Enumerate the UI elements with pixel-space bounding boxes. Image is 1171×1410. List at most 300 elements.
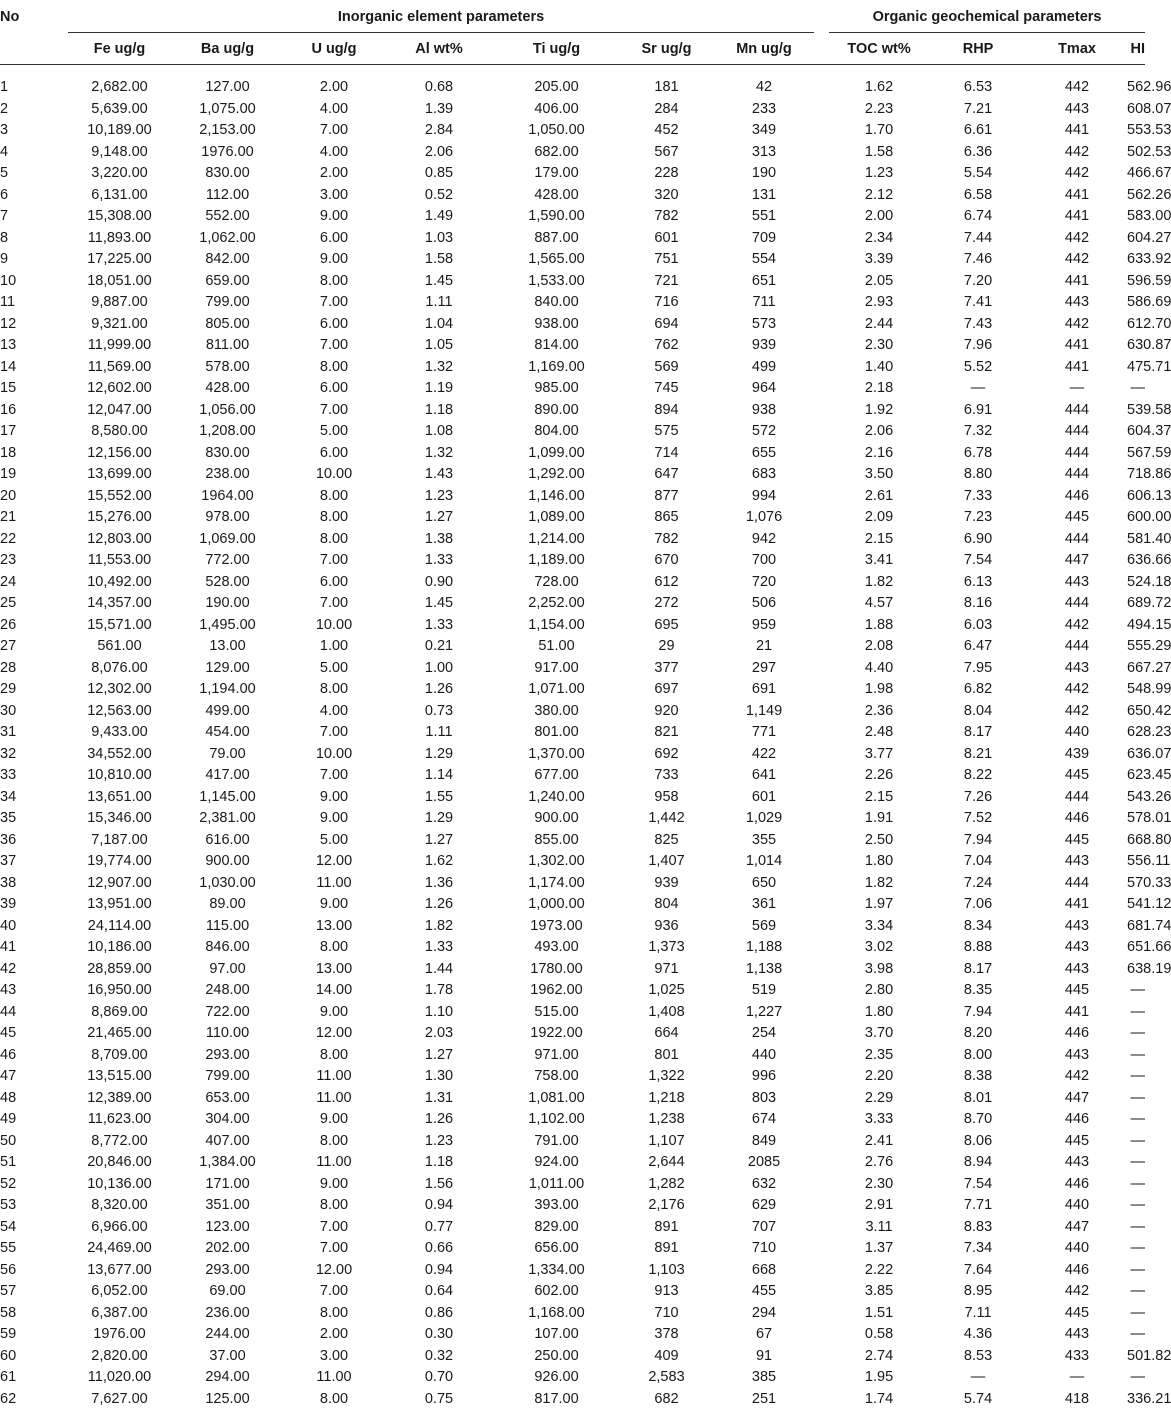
cell-fe: 11,623.00: [68, 1109, 171, 1131]
cell-al: 1.58: [384, 249, 494, 271]
cell-ba: 417.00: [171, 765, 284, 787]
cell-ti: 1,240.00: [494, 787, 619, 809]
cell-ti: 380.00: [494, 701, 619, 723]
cell-rhp: 6.47: [929, 636, 1027, 658]
cell-no: 34: [0, 787, 68, 809]
cell-mn: 506: [714, 593, 814, 615]
table-row: [0, 787, 1145, 809]
cell-al: 1.11: [384, 292, 494, 314]
cell-hi: 543.26: [1127, 787, 1145, 809]
cell-hi: —: [1127, 1066, 1145, 1088]
cell-u: 7.00: [284, 1238, 384, 1260]
table-row: [0, 400, 1145, 422]
cell-al: 1.39: [384, 99, 494, 121]
cell-sr: 971: [619, 959, 714, 981]
cell-hi: 668.80: [1127, 830, 1145, 852]
inorganic-group-header: [68, 0, 814, 33]
cell-fe: 12,907.00: [68, 873, 171, 895]
cell-rhp: 8.95: [929, 1281, 1027, 1303]
cell-mn: 190: [714, 163, 814, 185]
table-row: [0, 701, 1145, 723]
cell-no: 20: [0, 486, 68, 508]
cell-mn: 440: [714, 1045, 814, 1067]
cell-u: 8.00: [284, 507, 384, 529]
cell-tmax: 441: [1027, 206, 1127, 228]
cell-fe: 5,639.00: [68, 99, 171, 121]
cell-toc: 2.30: [829, 335, 929, 357]
cell-tmax: 442: [1027, 1066, 1127, 1088]
cell-hi: —: [1127, 1367, 1145, 1389]
cell-mn: 91: [714, 1346, 814, 1368]
cell-ti: 1,174.00: [494, 873, 619, 895]
cell-sr: 695: [619, 615, 714, 637]
cell-tmax: 443: [1027, 937, 1127, 959]
table-row: [0, 1389, 1145, 1410]
cell-tmax: 445: [1027, 507, 1127, 529]
cell-al: 0.32: [384, 1346, 494, 1368]
cell-hi: 689.72: [1127, 593, 1145, 615]
cell-u: 11.00: [284, 1088, 384, 1110]
cell-no: 16: [0, 400, 68, 422]
cell-mn: 771: [714, 722, 814, 744]
col-header-sr: Sr ug/g: [619, 33, 714, 64]
cell-al: 1.33: [384, 937, 494, 959]
cell-fe: 18,051.00: [68, 271, 171, 293]
cell-fe: 12,602.00: [68, 378, 171, 400]
cell-ti: 1,292.00: [494, 464, 619, 486]
cell-mn: 803: [714, 1088, 814, 1110]
table-row: [0, 744, 1145, 766]
cell-u: 11.00: [284, 873, 384, 895]
cell-mn: 2085: [714, 1152, 814, 1174]
table-row: [0, 937, 1145, 959]
cell-rhp: 6.82: [929, 679, 1027, 701]
cell-sr: 920: [619, 701, 714, 723]
table-row: [0, 1217, 1145, 1239]
cell-u: 10.00: [284, 615, 384, 637]
cell-tmax: 447: [1027, 1088, 1127, 1110]
cell-fe: 16,950.00: [68, 980, 171, 1002]
cell-hi: —: [1127, 1303, 1145, 1325]
cell-sr: 745: [619, 378, 714, 400]
cell-sr: 694: [619, 314, 714, 336]
cell-mn: 959: [714, 615, 814, 637]
cell-sr: 1,442: [619, 808, 714, 830]
cell-u: 7.00: [284, 292, 384, 314]
cell-ba: 830.00: [171, 163, 284, 185]
cell-rhp: 8.06: [929, 1131, 1027, 1153]
cell-tmax: 441: [1027, 1002, 1127, 1024]
cell-ti: 2,252.00: [494, 593, 619, 615]
cell-u: 6.00: [284, 314, 384, 336]
table-row: [0, 443, 1145, 465]
cell-sr: 801: [619, 1045, 714, 1067]
cell-fe: 10,136.00: [68, 1174, 171, 1196]
cell-tmax: 446: [1027, 1174, 1127, 1196]
cell-no: 9: [0, 249, 68, 271]
cell-sr: 762: [619, 335, 714, 357]
table-row: [0, 1238, 1145, 1260]
cell-tmax: 443: [1027, 959, 1127, 981]
cell-sr: 2,176: [619, 1195, 714, 1217]
cell-toc: 3.50: [829, 464, 929, 486]
cell-sr: 682: [619, 1389, 714, 1410]
cell-tmax: 443: [1027, 916, 1127, 938]
cell-ba: 238.00: [171, 464, 284, 486]
cell-sr: 710: [619, 1303, 714, 1325]
cell-toc: 1.88: [829, 615, 929, 637]
cell-toc: 1.91: [829, 808, 929, 830]
table-row: [0, 1002, 1145, 1024]
cell-fe: 13,677.00: [68, 1260, 171, 1282]
cell-fe: 21,465.00: [68, 1023, 171, 1045]
cell-ti: 1,302.00: [494, 851, 619, 873]
cell-fe: 13,699.00: [68, 464, 171, 486]
table-row: [0, 980, 1145, 1002]
cell-u: 8.00: [284, 1131, 384, 1153]
col-header-ti: Ti ug/g: [494, 33, 619, 64]
cell-no: 13: [0, 335, 68, 357]
cell-mn: 21: [714, 636, 814, 658]
cell-toc: 2.50: [829, 830, 929, 852]
cell-mn: 720: [714, 572, 814, 594]
table-body: [0, 77, 1145, 1410]
cell-al: 1.27: [384, 1045, 494, 1067]
cell-al: 1.44: [384, 959, 494, 981]
cell-toc: 2.15: [829, 529, 929, 551]
cell-tmax: 446: [1027, 486, 1127, 508]
cell-rhp: 7.64: [929, 1260, 1027, 1282]
cell-fe: 13,651.00: [68, 787, 171, 809]
cell-rhp: 7.71: [929, 1195, 1027, 1217]
cell-tmax: 444: [1027, 421, 1127, 443]
cell-sr: 958: [619, 787, 714, 809]
cell-al: 1.18: [384, 1152, 494, 1174]
cell-rhp: 7.95: [929, 658, 1027, 680]
cell-al: 1.18: [384, 400, 494, 422]
cell-no: 41: [0, 937, 68, 959]
cell-ti: 814.00: [494, 335, 619, 357]
cell-hi: 501.82: [1127, 1346, 1145, 1368]
cell-sr: 751: [619, 249, 714, 271]
cell-no: 26: [0, 615, 68, 637]
cell-ba: 202.00: [171, 1238, 284, 1260]
cell-no: 43: [0, 980, 68, 1002]
cell-ti: 924.00: [494, 1152, 619, 1174]
cell-ti: 1,565.00: [494, 249, 619, 271]
cell-ti: 829.00: [494, 1217, 619, 1239]
cell-no: 18: [0, 443, 68, 465]
cell-al: 0.70: [384, 1367, 494, 1389]
cell-tmax: 446: [1027, 1109, 1127, 1131]
cell-rhp: 7.46: [929, 249, 1027, 271]
cell-mn: 554: [714, 249, 814, 271]
cell-tmax: 443: [1027, 658, 1127, 680]
cell-hi: 630.87: [1127, 335, 1145, 357]
cell-toc: 3.85: [829, 1281, 929, 1303]
cell-ti: 728.00: [494, 572, 619, 594]
cell-ti: 890.00: [494, 400, 619, 422]
cell-hi: —: [1127, 1217, 1145, 1239]
cell-tmax: 447: [1027, 550, 1127, 572]
cell-mn: 422: [714, 744, 814, 766]
cell-no: 51: [0, 1152, 68, 1174]
cell-mn: 1,029: [714, 808, 814, 830]
cell-u: 7.00: [284, 1217, 384, 1239]
cell-fe: 12,563.00: [68, 701, 171, 723]
cell-u: 13.00: [284, 959, 384, 981]
cell-fe: 28,859.00: [68, 959, 171, 981]
cell-ti: 817.00: [494, 1389, 619, 1410]
cell-toc: 1.40: [829, 357, 929, 379]
cell-sr: 612: [619, 572, 714, 594]
cell-rhp: 6.74: [929, 206, 1027, 228]
cell-fe: 10,186.00: [68, 937, 171, 959]
cell-toc: 3.41: [829, 550, 929, 572]
cell-mn: 709: [714, 228, 814, 250]
cell-no: 2: [0, 99, 68, 121]
cell-tmax: 442: [1027, 142, 1127, 164]
cell-toc: 3.77: [829, 744, 929, 766]
cell-hi: 600.00: [1127, 507, 1145, 529]
cell-hi: 539.58: [1127, 400, 1145, 422]
cell-toc: 1.51: [829, 1303, 929, 1325]
cell-ti: 1,168.00: [494, 1303, 619, 1325]
cell-tmax: 443: [1027, 1324, 1127, 1346]
cell-ba: 428.00: [171, 378, 284, 400]
cell-no: 17: [0, 421, 68, 443]
cell-toc: 1.82: [829, 572, 929, 594]
cell-ba: 304.00: [171, 1109, 284, 1131]
cell-hi: —: [1127, 1260, 1145, 1282]
cell-sr: 894: [619, 400, 714, 422]
table-row: [0, 1088, 1145, 1110]
cell-tmax: 443: [1027, 1152, 1127, 1174]
cell-toc: 3.34: [829, 916, 929, 938]
cell-toc: 1.80: [829, 1002, 929, 1024]
cell-al: 0.94: [384, 1195, 494, 1217]
cell-ti: 393.00: [494, 1195, 619, 1217]
cell-fe: 15,571.00: [68, 615, 171, 637]
cell-no: 39: [0, 894, 68, 916]
col-header-u: U ug/g: [284, 33, 384, 64]
cell-no: 47: [0, 1066, 68, 1088]
no-column-header: No: [0, 0, 68, 33]
cell-tmax: 445: [1027, 1131, 1127, 1153]
cell-fe: 561.00: [68, 636, 171, 658]
cell-rhp: 8.70: [929, 1109, 1027, 1131]
cell-al: 1.00: [384, 658, 494, 680]
cell-u: 10.00: [284, 464, 384, 486]
cell-toc: 2.34: [829, 228, 929, 250]
cell-tmax: 440: [1027, 1238, 1127, 1260]
cell-toc: 3.33: [829, 1109, 929, 1131]
cell-toc: 2.16: [829, 443, 929, 465]
cell-fe: 15,346.00: [68, 808, 171, 830]
cell-toc: 2.22: [829, 1260, 929, 1282]
cell-tmax: 445: [1027, 1303, 1127, 1325]
cell-ti: 682.00: [494, 142, 619, 164]
table-row: [0, 658, 1145, 680]
cell-mn: 519: [714, 980, 814, 1002]
cell-ti: 428.00: [494, 185, 619, 207]
cell-fe: 8,772.00: [68, 1131, 171, 1153]
cell-ba: 799.00: [171, 1066, 284, 1088]
cell-no: 50: [0, 1131, 68, 1153]
cell-fe: 9,887.00: [68, 292, 171, 314]
cell-toc: 3.11: [829, 1217, 929, 1239]
cell-no: 23: [0, 550, 68, 572]
cell-toc: 1.58: [829, 142, 929, 164]
table-row: [0, 1260, 1145, 1282]
table-row: [0, 636, 1145, 658]
cell-hi: —: [1127, 1088, 1145, 1110]
table-row: [0, 486, 1145, 508]
cell-u: 4.00: [284, 142, 384, 164]
col-header-toc: TOC wt%: [829, 33, 929, 64]
cell-hi: 494.15: [1127, 615, 1145, 637]
cell-al: 1.62: [384, 851, 494, 873]
cell-hi: —: [1127, 378, 1145, 400]
cell-ba: 293.00: [171, 1260, 284, 1282]
cell-hi: —: [1127, 1174, 1145, 1196]
cell-mn: 1,188: [714, 937, 814, 959]
cell-fe: 15,552.00: [68, 486, 171, 508]
cell-rhp: 8.22: [929, 765, 1027, 787]
cell-u: 3.00: [284, 1346, 384, 1368]
cell-ti: 1922.00: [494, 1023, 619, 1045]
cell-toc: 2.76: [829, 1152, 929, 1174]
table-row: [0, 830, 1145, 852]
cell-rhp: 6.53: [929, 77, 1027, 99]
cell-sr: 697: [619, 679, 714, 701]
cell-rhp: —: [929, 1367, 1027, 1389]
cell-ba: 125.00: [171, 1389, 284, 1410]
cell-ba: 127.00: [171, 77, 284, 99]
cell-tmax: 442: [1027, 701, 1127, 723]
cell-rhp: 8.35: [929, 980, 1027, 1002]
cell-no: 57: [0, 1281, 68, 1303]
cell-toc: 0.58: [829, 1324, 929, 1346]
cell-tmax: 446: [1027, 808, 1127, 830]
cell-al: 1.05: [384, 335, 494, 357]
cell-sr: 721: [619, 271, 714, 293]
cell-toc: 2.15: [829, 787, 929, 809]
cell-no: 25: [0, 593, 68, 615]
cell-u: 9.00: [284, 894, 384, 916]
organic-group-header: [829, 0, 1145, 33]
cell-u: 4.00: [284, 99, 384, 121]
cell-ba: 1,495.00: [171, 615, 284, 637]
cell-u: 2.00: [284, 77, 384, 99]
cell-no: 6: [0, 185, 68, 207]
cell-no: 35: [0, 808, 68, 830]
cell-ti: 1,370.00: [494, 744, 619, 766]
cell-al: 1.32: [384, 357, 494, 379]
table-row: [0, 378, 1145, 400]
cell-no: 52: [0, 1174, 68, 1196]
cell-rhp: 7.24: [929, 873, 1027, 895]
table-row: [0, 185, 1145, 207]
cell-hi: 502.53: [1127, 142, 1145, 164]
cell-hi: —: [1127, 1324, 1145, 1346]
cell-hi: 718.86: [1127, 464, 1145, 486]
cell-mn: 254: [714, 1023, 814, 1045]
cell-rhp: 8.04: [929, 701, 1027, 723]
cell-al: 1.30: [384, 1066, 494, 1088]
cell-sr: 1,025: [619, 980, 714, 1002]
cell-u: 7.00: [284, 722, 384, 744]
cell-toc: 2.61: [829, 486, 929, 508]
cell-ti: 1,189.00: [494, 550, 619, 572]
table-row: [0, 1195, 1145, 1217]
cell-hi: —: [1127, 1002, 1145, 1024]
cell-mn: 297: [714, 658, 814, 680]
table-row: [0, 593, 1145, 615]
cell-tmax: 443: [1027, 851, 1127, 873]
cell-u: 6.00: [284, 572, 384, 594]
table-row: [0, 1131, 1145, 1153]
table-row: [0, 851, 1145, 873]
cell-toc: 2.48: [829, 722, 929, 744]
cell-al: 1.56: [384, 1174, 494, 1196]
cell-fe: 3,220.00: [68, 163, 171, 185]
cell-tmax: 441: [1027, 120, 1127, 142]
cell-fe: 2,820.00: [68, 1346, 171, 1368]
cell-rhp: 8.80: [929, 464, 1027, 486]
cell-hi: 583.00: [1127, 206, 1145, 228]
cell-no: 27: [0, 636, 68, 658]
cell-sr: 1,408: [619, 1002, 714, 1024]
cell-u: 2.00: [284, 163, 384, 185]
cell-hi: 604.37: [1127, 421, 1145, 443]
cell-al: 1.29: [384, 808, 494, 830]
cell-tmax: 418: [1027, 1389, 1127, 1410]
cell-fe: 13,951.00: [68, 894, 171, 916]
table-row: [0, 1174, 1145, 1196]
cell-mn: 349: [714, 120, 814, 142]
cell-fe: 14,357.00: [68, 593, 171, 615]
cell-rhp: 7.06: [929, 894, 1027, 916]
cell-al: 1.82: [384, 916, 494, 938]
cell-hi: —: [1127, 1023, 1145, 1045]
cell-hi: 548.99: [1127, 679, 1145, 701]
cell-fe: 13,515.00: [68, 1066, 171, 1088]
table-row: [0, 722, 1145, 744]
col-header-ba: Ba ug/g: [171, 33, 284, 64]
cell-sr: 1,407: [619, 851, 714, 873]
cell-sr: 452: [619, 120, 714, 142]
cell-u: 8.00: [284, 937, 384, 959]
cell-mn: 938: [714, 400, 814, 422]
cell-al: 1.11: [384, 722, 494, 744]
cell-fe: 12,047.00: [68, 400, 171, 422]
cell-sr: 1,238: [619, 1109, 714, 1131]
cell-al: 1.26: [384, 894, 494, 916]
cell-rhp: 7.52: [929, 808, 1027, 830]
cell-no: 29: [0, 679, 68, 701]
cell-mn: 361: [714, 894, 814, 916]
cell-hi: 596.59: [1127, 271, 1145, 293]
table-row: [0, 1109, 1145, 1131]
table-row: [0, 1303, 1145, 1325]
cell-rhp: 6.36: [929, 142, 1027, 164]
cell-tmax: 444: [1027, 464, 1127, 486]
cell-toc: 3.98: [829, 959, 929, 981]
cell-sr: 939: [619, 873, 714, 895]
cell-u: 6.00: [284, 228, 384, 250]
cell-hi: 604.27: [1127, 228, 1145, 250]
